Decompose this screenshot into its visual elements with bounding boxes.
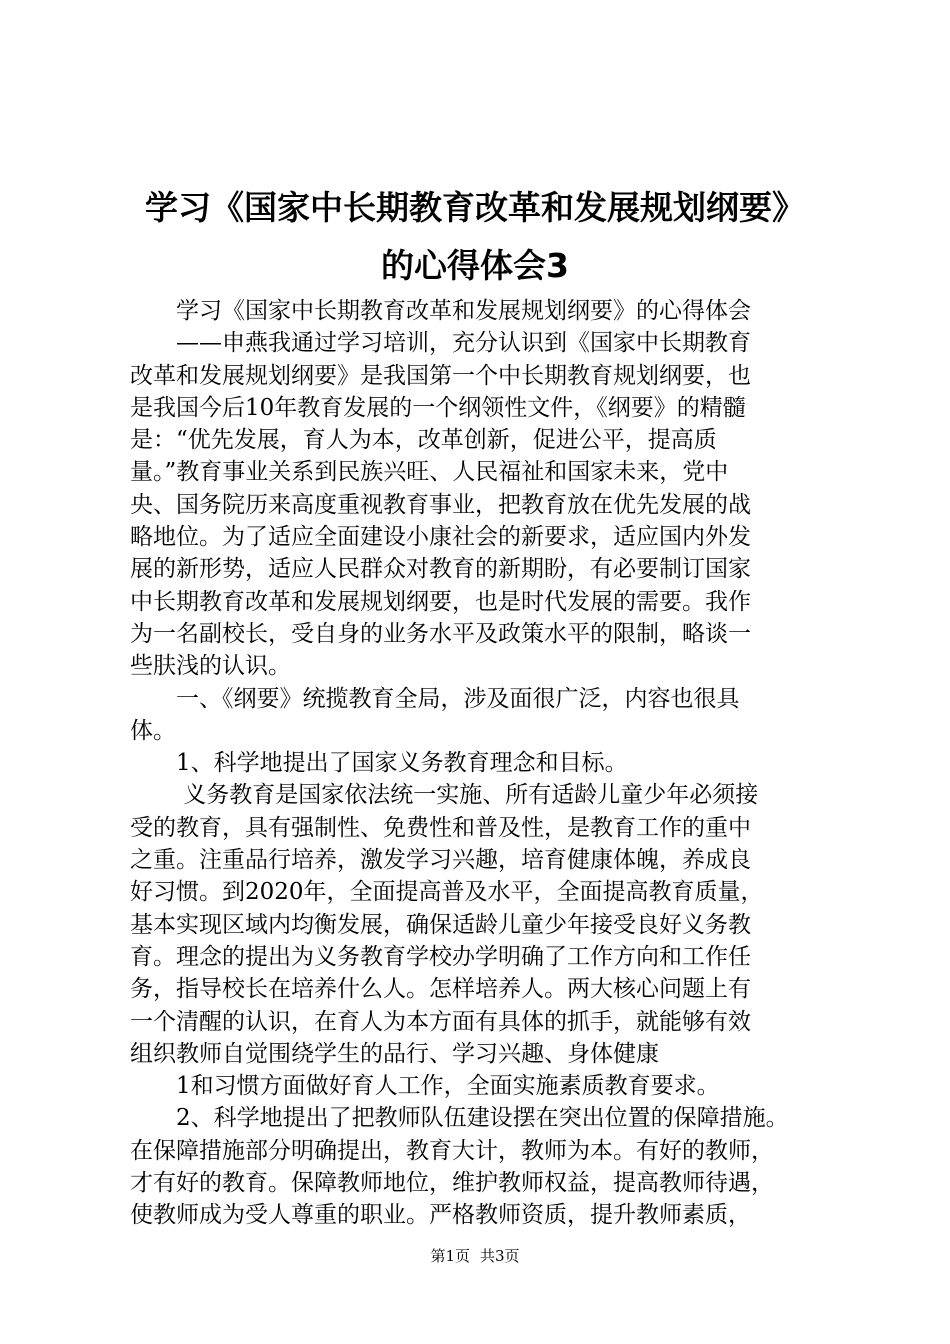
- document-title-line-1: 学习《国家中长期教育改革和发展规划纲要》: [145, 188, 805, 227]
- page-number: 第1页: [430, 1247, 470, 1265]
- body-line: 一个清醒的认识，在育人为本方面有具体的抓手，就能够有效: [130, 1008, 751, 1035]
- body-line: 受的教育，具有强制性、免费性和普及性，是教育工作的重中: [130, 814, 751, 841]
- body-line: 育。理念的提出为义务教育学校办学明确了工作方向和工作任: [130, 943, 751, 970]
- document-title-line-2: 的心得体会3: [381, 246, 569, 285]
- page-total: 共3页: [480, 1247, 520, 1265]
- body-line: 为一名副校长，受自身的业务水平及政策水平的限制，略谈一: [130, 620, 751, 647]
- body-line: 量。”教育事业关系到民族兴旺、人民福祉和国家未来，党中: [130, 459, 729, 486]
- body-line: ——申燕我通过学习培训，充分认识到《国家中长期教育: [130, 330, 751, 357]
- body-line: 学习《国家中长期教育改革和发展规划纲要》的心得体会: [130, 298, 751, 324]
- body-line: 体。: [130, 717, 176, 744]
- body-line: 基本实现区域内均衡发展，确保适龄儿童少年接受良好义务教: [130, 911, 751, 938]
- body-line: 是：“优先发展，育人为本，改革创新，促进公平，提高质: [130, 427, 717, 454]
- body-line: 好习惯。到2020年，全面提高普及水平，全面提高教育质量，: [130, 879, 764, 906]
- body-line: 略地位。为了适应全面建设小康社会的新要求，适应国内外发: [130, 524, 751, 551]
- body-line: 2、科学地提出了把教师队伍建设摆在突出位置的保障措施。: [130, 1105, 789, 1132]
- body-line: 义务教育是国家依法统一实施、所有适龄儿童少年必须接: [130, 782, 759, 809]
- body-line: 在保障措施部分明确提出，教育大计，教师为本。有好的教师，: [130, 1137, 774, 1164]
- body-line: 一、《纲要》统揽教育全局，涉及面很广泛，内容也很具: [130, 685, 740, 712]
- body-line: 才有好的教育。保障教师地位，维护教师权益，提高教师待遇，: [130, 1170, 774, 1197]
- body-line: 改革和发展规划纲要》是我国第一个中长期教育规划纲要，也: [130, 362, 751, 389]
- body-line: 之重。注重品行培养，激发学习兴趣，培育健康体魄，养成良: [130, 847, 751, 874]
- body-line: 使教师成为受人尊重的职业。严格教师资质，提升教师素质，: [130, 1202, 751, 1229]
- page-footer: [0, 1246, 950, 1266]
- body-line: 些肤浅的认识。: [130, 653, 291, 680]
- body-line: 组织教师自觉围绕学生的品行、学习兴趣、身体健康: [130, 1040, 659, 1067]
- body-line: 展的新形势，适应人民群众对教育的新期盼，有必要制订国家: [130, 556, 751, 583]
- body-line: 中长期教育改革和发展规划纲要，也是时代发展的需要。我作: [130, 588, 751, 615]
- body-line: 1和习惯方面做好育人工作，全面实施素质教育要求。: [130, 1073, 720, 1100]
- body-line: 央、国务院历来高度重视教育事业，把教育放在优先发展的战: [130, 491, 751, 518]
- document-body: [130, 295, 850, 1232]
- body-line: 是我国今后10年教育发展的一个纲领性文件，《纲要》的精髓: [130, 394, 746, 421]
- body-line: 务，指导校长在培养什么人。怎样培养人。两大核心问题上有: [130, 976, 751, 1003]
- body-line: 1、科学地提出了国家义务教育理念和目标。: [130, 750, 628, 777]
